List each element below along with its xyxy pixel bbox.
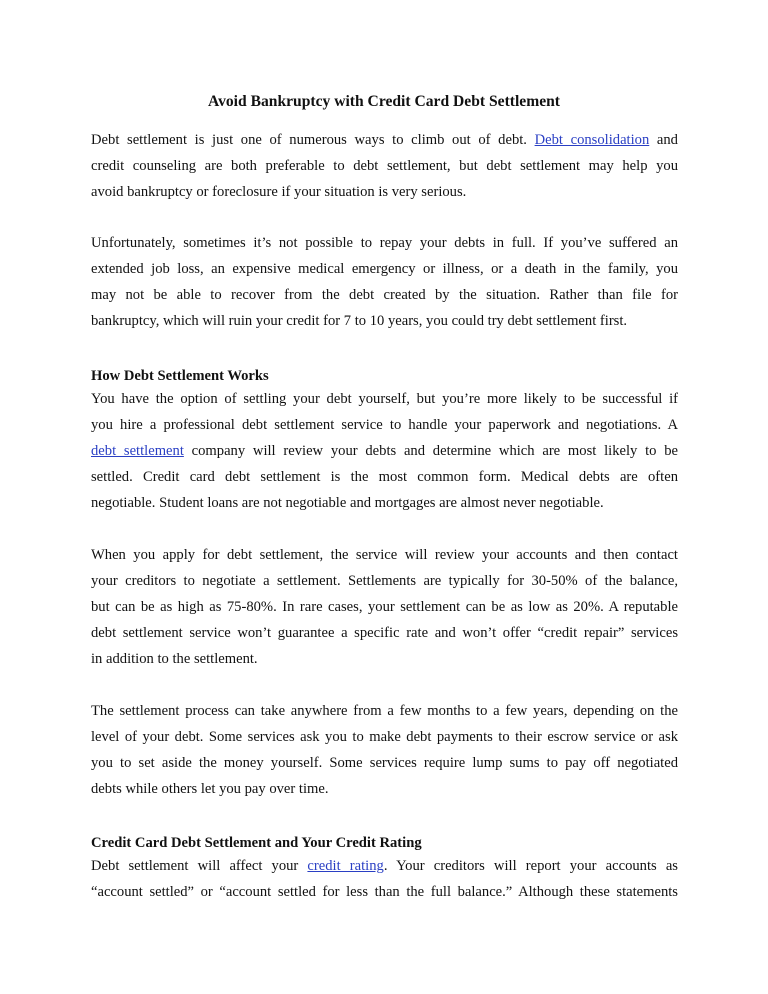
- paragraph-line: your creditors to negotiate a settlement. Settlements are typically for 30-50% of the balance,: [91, 573, 678, 589]
- paragraph-line: “account settled” or “account settled for less than the full balance.” Although these statements: [91, 884, 678, 900]
- paragraph-line: avoid bankruptcy or foreclosure if your situation is very serious.: [91, 184, 467, 200]
- paragraph-line: debts while others let you pay over time.: [91, 781, 329, 797]
- paragraph-5: [91, 698, 678, 802]
- debt-consolidation-link[interactable]: Debt consolidation: [534, 132, 650, 148]
- section-heading-how-debt-settlement-works: How Debt Settlement Works: [91, 368, 269, 384]
- document-title: Avoid Bankruptcy with Credit Card Debt Settlement: [207, 93, 560, 110]
- debt-settlement-link[interactable]: debt settlement: [91, 443, 184, 459]
- paragraph-2: [91, 230, 678, 334]
- section-heading-credit-rating: Credit Card Debt Settlement and Your Credit Rating: [91, 835, 422, 851]
- paragraph-line: debt settlement service won’t guarantee a specific rate and won’t offer “credit repair” services: [91, 625, 678, 641]
- paragraph-line: Debt settlement is just one of numerous ways to climb out of debt. Debt consolidation and: [91, 132, 678, 148]
- credit-rating-link[interactable]: credit rating: [307, 858, 384, 874]
- paragraph-line: may not be able to recover from the debt created by the situation. Rather than file for: [91, 287, 678, 303]
- paragraph-line: in addition to the settlement.: [91, 651, 258, 667]
- paragraph-line: Debt settlement will affect your credit rating. Your creditors will report your accounts as: [91, 858, 678, 874]
- paragraph-1: [91, 127, 678, 205]
- paragraph-line: you hire a professional debt settlement service to handle your paperwork and negotiations. A: [91, 417, 678, 433]
- paragraph-3: [91, 386, 678, 516]
- paragraph-line: but can be as high as 75-80%. In rare cases, your settlement can be as low as 20%. A reputable: [91, 599, 678, 615]
- paragraph-line: Unfortunately, sometimes it’s not possible to repay your debts in full. If you’ve suffered an: [91, 235, 678, 251]
- paragraph-line: The settlement process can take anywhere from a few months to a few years, depending on the: [91, 703, 678, 719]
- paragraph-line: debt settlement company will review your debts and determine which are most likely to be: [91, 443, 678, 459]
- paragraph-line: bankruptcy, which will ruin your credit for 7 to 10 years, you could try debt settlement first.: [91, 313, 628, 329]
- paragraph-line: extended job loss, an expensive medical emergency or illness, or a death in the family, you: [91, 261, 678, 277]
- paragraph-line: credit counseling are both preferable to debt settlement, but debt settlement may help you: [91, 158, 678, 174]
- paragraph-4: [91, 542, 678, 672]
- paragraph-line: You have the option of settling your debt yourself, but you’re more likely to be successful if: [91, 391, 678, 407]
- paragraph-line: negotiable. Student loans are not negotiable and mortgages are almost never negotiable.: [91, 495, 604, 511]
- paragraph-line: level of your debt. Some services ask you to make debt payments to their escrow service or ask: [91, 729, 678, 745]
- paragraph-line: settled. Credit card debt settlement is the most common form. Medical debts are often: [91, 469, 678, 485]
- paragraph-6: [91, 853, 678, 905]
- paragraph-line: When you apply for debt settlement, the service will review your accounts and then contact: [91, 547, 678, 563]
- paragraph-line: you to set aside the money yourself. Some services require lump sums to pay off negotiated: [91, 755, 678, 771]
